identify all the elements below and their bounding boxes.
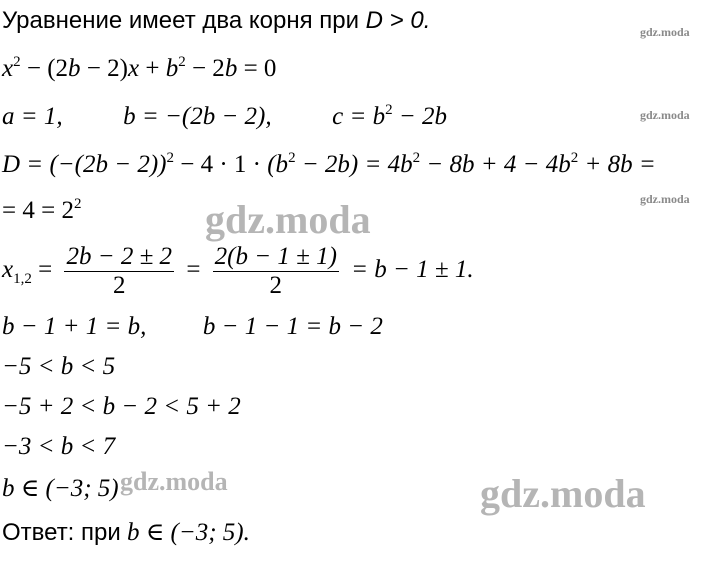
disc-expr-exp: 2	[166, 150, 174, 166]
eq-b-exp: 2	[178, 54, 186, 70]
watermark-big-1: gdz.moda	[205, 197, 371, 242]
eq-x-exp: 2	[13, 54, 21, 70]
disc-paren: (b	[267, 151, 289, 178]
coefficients-line	[2, 102, 447, 132]
disc-result: = 4b	[358, 151, 413, 178]
root-lhs: x	[2, 256, 14, 283]
coef-a: a = 1,	[2, 103, 63, 130]
watermark-small-2: gdz.moda	[640, 108, 690, 122]
answer-value: b ∈ (−3; 5).	[127, 519, 250, 546]
eq-b3: b	[224, 55, 238, 82]
eq-mid: − (2	[20, 55, 69, 82]
interval-line	[2, 474, 119, 504]
coef-c: c = b	[332, 103, 386, 130]
inequality-3-line	[2, 432, 115, 462]
discriminant-value-line	[2, 196, 81, 226]
coef-c-tail: − 2b	[392, 103, 447, 130]
disc-value: = 4 = 2	[2, 197, 74, 224]
intro-line	[2, 6, 430, 36]
disc-result3: + 8b =	[578, 151, 656, 178]
eq-end: = 0	[237, 55, 277, 82]
fraction-2-numerator: 2(b − 1 ± 1)	[214, 242, 337, 270]
watermark-small-1: gdz.moda	[640, 25, 690, 39]
intro-condition: D > 0.	[365, 7, 431, 34]
eq-b2: b	[165, 55, 179, 82]
intro-text: Уравнение имеет два корня при	[2, 7, 359, 34]
coef-c-exp: 2	[385, 102, 393, 118]
answer-label: Ответ: при	[2, 519, 121, 546]
discriminant-line	[2, 150, 656, 180]
watermark-big-3: gdz.moda	[480, 471, 646, 516]
disc-mid: − 4 · 1 ·	[173, 151, 268, 178]
inequality-1-line	[2, 352, 115, 382]
watermark-small-3: gdz.moda	[640, 192, 690, 206]
eq-plus: +	[139, 55, 166, 82]
eq-tail: − 2	[185, 55, 225, 82]
eq-b: b	[68, 55, 81, 82]
eq-x: x	[2, 55, 14, 82]
root-two: b − 1 − 1 = b − 2	[202, 313, 383, 340]
disc-result-exp: 2	[412, 150, 421, 166]
roots-values-line	[2, 312, 383, 342]
inequality-3: −3 < b < 7	[2, 433, 116, 460]
fraction-1	[64, 243, 174, 300]
interval: b ∈ (−3; 5)	[2, 475, 119, 502]
fraction-1-numerator: 2b − 2 ± 2	[66, 242, 173, 270]
root-one: b − 1 + 1 = b,	[2, 313, 147, 340]
watermark-big-2: gdz.moda	[120, 467, 228, 496]
answer-line	[2, 518, 250, 548]
root-eq2: =	[180, 256, 207, 283]
equation-line	[2, 54, 276, 84]
disc-paren-tail: − 2b)	[295, 151, 359, 178]
eq-rest: − 2)	[80, 55, 128, 82]
root-eq: =	[31, 256, 59, 283]
fraction-2	[213, 243, 339, 300]
disc-expr: (−(2b − 2))	[49, 151, 167, 178]
eq-x2: x	[127, 55, 140, 82]
disc-result2-exp: 2	[570, 150, 579, 166]
root-sub: 1,2	[13, 271, 32, 287]
fraction-1-denominator: 2	[64, 271, 174, 300]
disc-result2: − 8b + 4 − 4b	[420, 151, 571, 178]
disc-value-exp: 2	[73, 196, 82, 212]
inequality-1: −5 < b < 5	[2, 353, 116, 380]
fraction-2-denominator: 2	[213, 271, 339, 300]
disc-paren-exp: 2	[288, 150, 296, 166]
roots-formula-line	[2, 242, 474, 302]
root-result: = b − 1 ± 1.	[344, 256, 474, 283]
inequality-2-line	[2, 392, 241, 422]
coef-b: b = −(2b − 2),	[123, 103, 272, 130]
inequality-2: −5 + 2 < b − 2 < 5 + 2	[2, 393, 241, 420]
disc-lhs: D =	[2, 151, 50, 178]
